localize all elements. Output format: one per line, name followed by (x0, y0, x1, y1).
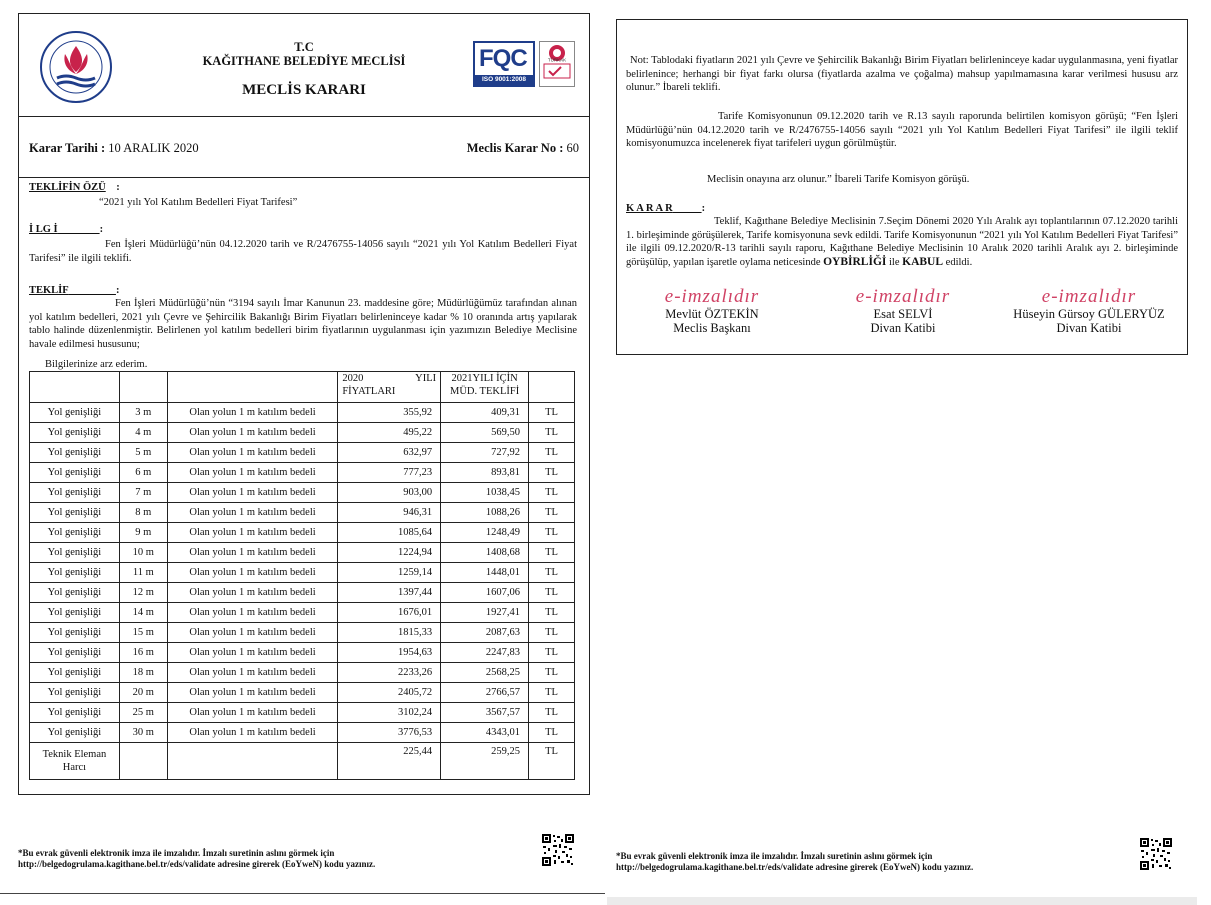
table-cell-name: Yol genişliği (30, 703, 120, 723)
summary-section: TEKLİFİN ÖZÜ : (29, 182, 120, 193)
accepted-word: KABUL (902, 255, 944, 268)
table-cell-p2020: 946,31 (338, 503, 441, 523)
table-cell-p2020: 355,92 (338, 403, 441, 423)
qr-code-icon (1140, 838, 1172, 870)
table-cell-p2021: 409,31 (441, 403, 529, 423)
table-cell-name: Teknik Eleman Harcı (30, 743, 120, 780)
table-cell-name: Yol genişliği (30, 503, 120, 523)
table-cell-desc: Olan yolun 1 m katılım bedeli (167, 603, 338, 623)
table-cell-p2021: 1408,68 (441, 543, 529, 563)
e-signature-stamp: e-imzalıdır (855, 286, 951, 307)
table-cell-width: 18 m (119, 663, 167, 683)
table-cell-width: 12 m (119, 583, 167, 603)
decision-date: Karar Tarihi : 10 ARALIK 2020 (29, 141, 199, 155)
table-row (30, 663, 575, 683)
table-cell-name: Yol genişliği (30, 483, 120, 503)
decision-number: Meclis Karar No : 60 (466, 141, 579, 155)
table-cell-desc: Olan yolun 1 m katılım bedeli (167, 723, 338, 743)
table-cell-p2020: 495,22 (338, 423, 441, 443)
table-cell-width: 30 m (119, 723, 167, 743)
unanimous-word: OYBİRLİĞİ (823, 255, 887, 268)
table-cell-p2021: 893,81 (441, 463, 529, 483)
table-cell-p2021: 1088,26 (441, 503, 529, 523)
table-row (30, 703, 575, 723)
table-cell-p2020: 1397,44 (338, 583, 441, 603)
table-cell-width: 14 m (119, 603, 167, 623)
reference-text: Fen İşleri Müdürlüğü’nün 04.12.2020 tarih ve R/2476755-14056 sayılı “2021 yılı Yol Katılım Bedelleri Fiyat Tarifesi” ile ilgili teklifi. (29, 239, 577, 264)
table-cell-unit: TL (529, 743, 575, 780)
table-cell-name: Yol genişliği (30, 523, 120, 543)
table-row-technical-fee (30, 743, 575, 780)
note-text: Not: Tablodaki fiyatların 2021 yılı Çevre ve Şehircilik Bakanlığı Birim Fiyatları belirleninceye kadar uygulanmasına, yeni fiyatlar belirlenince; herhangi bir fiyat farkı olursa (fiyatlarda azalma ve çoğalma) mahsup yapılmamasına karar verilmesi hususu arz olunur.” İbareli teklifi. (626, 55, 1178, 93)
table-row (30, 483, 575, 503)
table-cell-p2020: 1224,94 (338, 543, 441, 563)
table-cell-p2021: 1927,41 (441, 603, 529, 623)
table-cell-p2020: 1676,01 (338, 603, 441, 623)
table-row (30, 403, 575, 423)
table-cell-desc: Olan yolun 1 m katılım bedeli (167, 403, 338, 423)
signature-clerk-1: e-imzalıdır Esat SELVİ Divan Katibi (813, 290, 993, 336)
table-cell-p2020: 1815,33 (338, 623, 441, 643)
signature-clerk-2: e-imzalıdır Hüseyin Gürsoy GÜLERYÜZ Divan Katibi (999, 290, 1179, 336)
table-row (30, 423, 575, 443)
table-cell-p2020: 903,00 (338, 483, 441, 503)
table-cell-unit: TL (529, 683, 575, 703)
table-row (30, 463, 575, 483)
table-cell-desc: Olan yolun 1 m katılım bedeli (167, 623, 338, 643)
table-cell-p2020: 777,23 (338, 463, 441, 483)
table-cell-p2021: 569,50 (441, 423, 529, 443)
table-cell-name: Yol genişliği (30, 423, 120, 443)
summary-text: “2021 yılı Yol Katılım Bedelleri Fiyat Tarifesi” (99, 197, 298, 208)
table-row (30, 583, 575, 603)
table-cell-p2020: 2405,72 (338, 683, 441, 703)
table-cell-width: 16 m (119, 643, 167, 663)
table-cell-p2021: 2247,83 (441, 643, 529, 663)
table-cell-desc: Olan yolun 1 m katılım bedeli (167, 543, 338, 563)
table-cell-p2021: 2087,63 (441, 623, 529, 643)
fqc-certificate-logo: FQC ISO 9001:2008 (473, 41, 535, 87)
qr-code-icon (542, 834, 574, 866)
proposal-text: Fen İşleri Müdürlüğü’nün “3194 sayılı İmar Kanunun 23. maddesine göre; Müdürlüğümüz tarafından alınan yol katılım bedelleri, 2021 yılı Çevre ve Şehircilik Bakanlığı Birim Fiyatları belirleninceye kadar % 10 oranında artış yapılarak tablo halinde düzenlenmiştir. Belirlenen yol katılım bedelleri birim fiyatlarının uygulanması için yazımızın Belediye Meclisine havale edilmesi hususunu; (29, 298, 577, 350)
table-cell-p2020: 1259,14 (338, 563, 441, 583)
table-cell-p2020: 632,97 (338, 443, 441, 463)
table-cell-p2021: 1248,49 (441, 523, 529, 543)
table-cell-p2020: 225,44 (338, 743, 441, 780)
col-header-2021: 2021YILI İÇİN MÜD. TEKLİFİ (441, 372, 529, 403)
table-cell-unit: TL (529, 503, 575, 523)
table-cell-desc: Olan yolun 1 m katılım bedeli (167, 463, 338, 483)
document-type: MECLİS KARARI (242, 82, 366, 98)
table-row (30, 623, 575, 643)
table-row (30, 603, 575, 623)
commission-text: Tarife Komisyonunun 09.12.2020 tarih ve R.13 sayılı raporunda belirtilen komisyon görüşü; “Fen İşleri Müdürlüğü’nün 04.12.2020 tarih ve R/2476755-14056 sayılı “2021 yılı Yol Katılım Bedelleri Fiyat Tarifesi” ile ilgili teklif komisyonumuzca incelenerek fiyat tarifeleri uygun görülmüştür. (626, 111, 1178, 149)
table-cell-p2021: 2766,57 (441, 683, 529, 703)
turkak-accreditation-logo (539, 41, 575, 87)
table-cell-desc: Olan yolun 1 m katılım bedeli (167, 583, 338, 603)
table-cell-name: Yol genişliği (30, 643, 120, 663)
table-cell-unit: TL (529, 603, 575, 623)
table-cell-width: 4 m (119, 423, 167, 443)
table-cell-width: 3 m (119, 403, 167, 423)
table-cell-unit: TL (529, 583, 575, 603)
viewer-scroll-area (607, 897, 1197, 905)
tariff-table (29, 371, 575, 780)
footer-note-2: *Bu evrak güvenli elektronik imza ile imzalıdır. İmzalı suretinin aslını görmek için http://belgedogrulama.kagithane.bel.tr/eds/validate adresine girerek (EoYweN) kodu yazınız. (616, 851, 974, 872)
col-header-2020: 2020 YILI FİYATLARI (338, 372, 441, 403)
table-cell-p2020: 1954,63 (338, 643, 441, 663)
header-divider (19, 116, 589, 117)
table-cell-unit: TL (529, 483, 575, 503)
table-cell-unit: TL (529, 423, 575, 443)
date-divider (19, 177, 589, 178)
table-cell-p2021: 3567,57 (441, 703, 529, 723)
signature-chairman: e-imzalıdır Mevlüt ÖZTEKİN Meclis Başkanı (622, 290, 802, 336)
table-cell-width: 7 m (119, 483, 167, 503)
table-cell-width: 8 m (119, 503, 167, 523)
table-cell-unit: TL (529, 643, 575, 663)
table-cell-name: Yol genişliği (30, 403, 120, 423)
table-cell-name: Yol genişliği (30, 443, 120, 463)
table-cell-p2021: 2568,25 (441, 663, 529, 683)
table-row (30, 643, 575, 663)
karar-label: K A R A R : (626, 203, 706, 214)
table-cell-unit: TL (529, 723, 575, 743)
table-cell-p2021: 259,25 (441, 743, 529, 780)
turkak-label: TÜRKAK (547, 57, 567, 63)
table-cell-desc: Olan yolun 1 m katılım bedeli (167, 443, 338, 463)
municipality-logo-icon (39, 30, 113, 104)
table-cell-unit: TL (529, 563, 575, 583)
table-cell-p2020: 1085,64 (338, 523, 441, 543)
karar-text: Teklif, Kağıthane Belediye Meclisinin 7.Seçim Dönemi 2020 Yılı Aralık ayı toplantılarının 07.12.2020 tarihli 1. birleşiminde görüşülerek, Tarife komisyonuna sevk edildi. Tarife Komisyonunun “2021 yılı Yol Katılım Bedelleri Fiyat Tarifesi” ile ilgili 09.12.2020/R-13 tarihli sayılı raporu, Kağıthane Belediye Meclisinin 10 Aralık 2020 tarihli Aralık ayı 2. birleşiminde görüşülüp, yapılan işaretle oylama neticesinde OYBİRLİĞİ ile KABUL edildi. (626, 216, 1178, 268)
table-row (30, 523, 575, 543)
page-separator (0, 893, 605, 894)
table-cell-p2021: 1038,45 (441, 483, 529, 503)
table-cell-name: Yol genişliği (30, 683, 120, 703)
footer-note-1: *Bu evrak güvenli elektronik imza ile imzalıdır. İmzalı suretinin aslını görmek için http://belgedogrulama.kagithane.bel.tr/eds/validate adresine girerek (EoYweN) kodu yazınız. (18, 848, 376, 869)
table-cell-width: 25 m (119, 703, 167, 723)
table-cell-unit: TL (529, 703, 575, 723)
table-cell-width: 10 m (119, 543, 167, 563)
table-cell-unit: TL (529, 403, 575, 423)
document-page-1 (18, 13, 590, 795)
table-row (30, 443, 575, 463)
table-cell-p2021: 727,92 (441, 443, 529, 463)
table-cell-name: Yol genişliği (30, 463, 120, 483)
e-signature-stamp: e-imzalıdır (1041, 286, 1137, 307)
table-cell-name: Yol genişliği (30, 663, 120, 683)
table-cell-p2020: 3776,53 (338, 723, 441, 743)
table-cell-desc: Olan yolun 1 m katılım bedeli (167, 423, 338, 443)
proposal-closing: Bilgilerinize arz ederim. (45, 359, 148, 370)
table-cell-unit: TL (529, 463, 575, 483)
document-page-2 (616, 19, 1188, 355)
table-cell-width: 9 m (119, 523, 167, 543)
header-title: T.C KAĞITHANE BELEDİYE MECLİSİ (202, 40, 406, 68)
table-row (30, 543, 575, 563)
table-cell-name: Yol genişliği (30, 623, 120, 643)
turkak-emblem-icon (540, 42, 574, 86)
table-cell-desc: Olan yolun 1 m katılım bedeli (167, 483, 338, 503)
table-cell-unit: TL (529, 443, 575, 463)
table-cell-unit: TL (529, 543, 575, 563)
table-cell-width: 15 m (119, 623, 167, 643)
table-cell-p2021: 1607,06 (441, 583, 529, 603)
table-cell-desc: Olan yolun 1 m katılım bedeli (167, 683, 338, 703)
table-cell-width: 11 m (119, 563, 167, 583)
table-cell-desc: Olan yolun 1 m katılım bedeli (167, 643, 338, 663)
table-header-row (30, 372, 575, 403)
table-row (30, 723, 575, 743)
table-cell-p2021: 4343,01 (441, 723, 529, 743)
table-cell-desc: Olan yolun 1 m katılım bedeli (167, 663, 338, 683)
table-cell-width: 20 m (119, 683, 167, 703)
table-cell-name: Yol genişliği (30, 583, 120, 603)
table-cell-unit: TL (529, 523, 575, 543)
table-cell-width: 6 m (119, 463, 167, 483)
table-cell-unit: TL (529, 663, 575, 683)
table-cell-name: Yol genişliği (30, 603, 120, 623)
reference-label: İ LG İ : (29, 224, 104, 235)
table-cell-unit: TL (529, 623, 575, 643)
table-cell-name: Yol genişliği (30, 723, 120, 743)
table-cell-p2020: 3102,24 (338, 703, 441, 723)
table-cell-p2021: 1448,01 (441, 563, 529, 583)
table-row (30, 683, 575, 703)
table-cell-desc: Olan yolun 1 m katılım bedeli (167, 703, 338, 723)
table-cell-desc: Olan yolun 1 m katılım bedeli (167, 503, 338, 523)
table-row (30, 503, 575, 523)
table-cell-name: Yol genişliği (30, 563, 120, 583)
commission-closing: Meclisin onayına arz olunur.” İbareli Tarife Komisyon görüşü. (707, 174, 970, 185)
table-cell-desc: Olan yolun 1 m katılım bedeli (167, 523, 338, 543)
table-cell-width: 5 m (119, 443, 167, 463)
proposal-label: TEKLİF : (29, 285, 120, 296)
e-signature-stamp: e-imzalıdır (664, 286, 760, 307)
table-row (30, 563, 575, 583)
table-cell-name: Yol genişliği (30, 543, 120, 563)
table-cell-desc: Olan yolun 1 m katılım bedeli (167, 563, 338, 583)
table-cell-p2020: 2233,26 (338, 663, 441, 683)
